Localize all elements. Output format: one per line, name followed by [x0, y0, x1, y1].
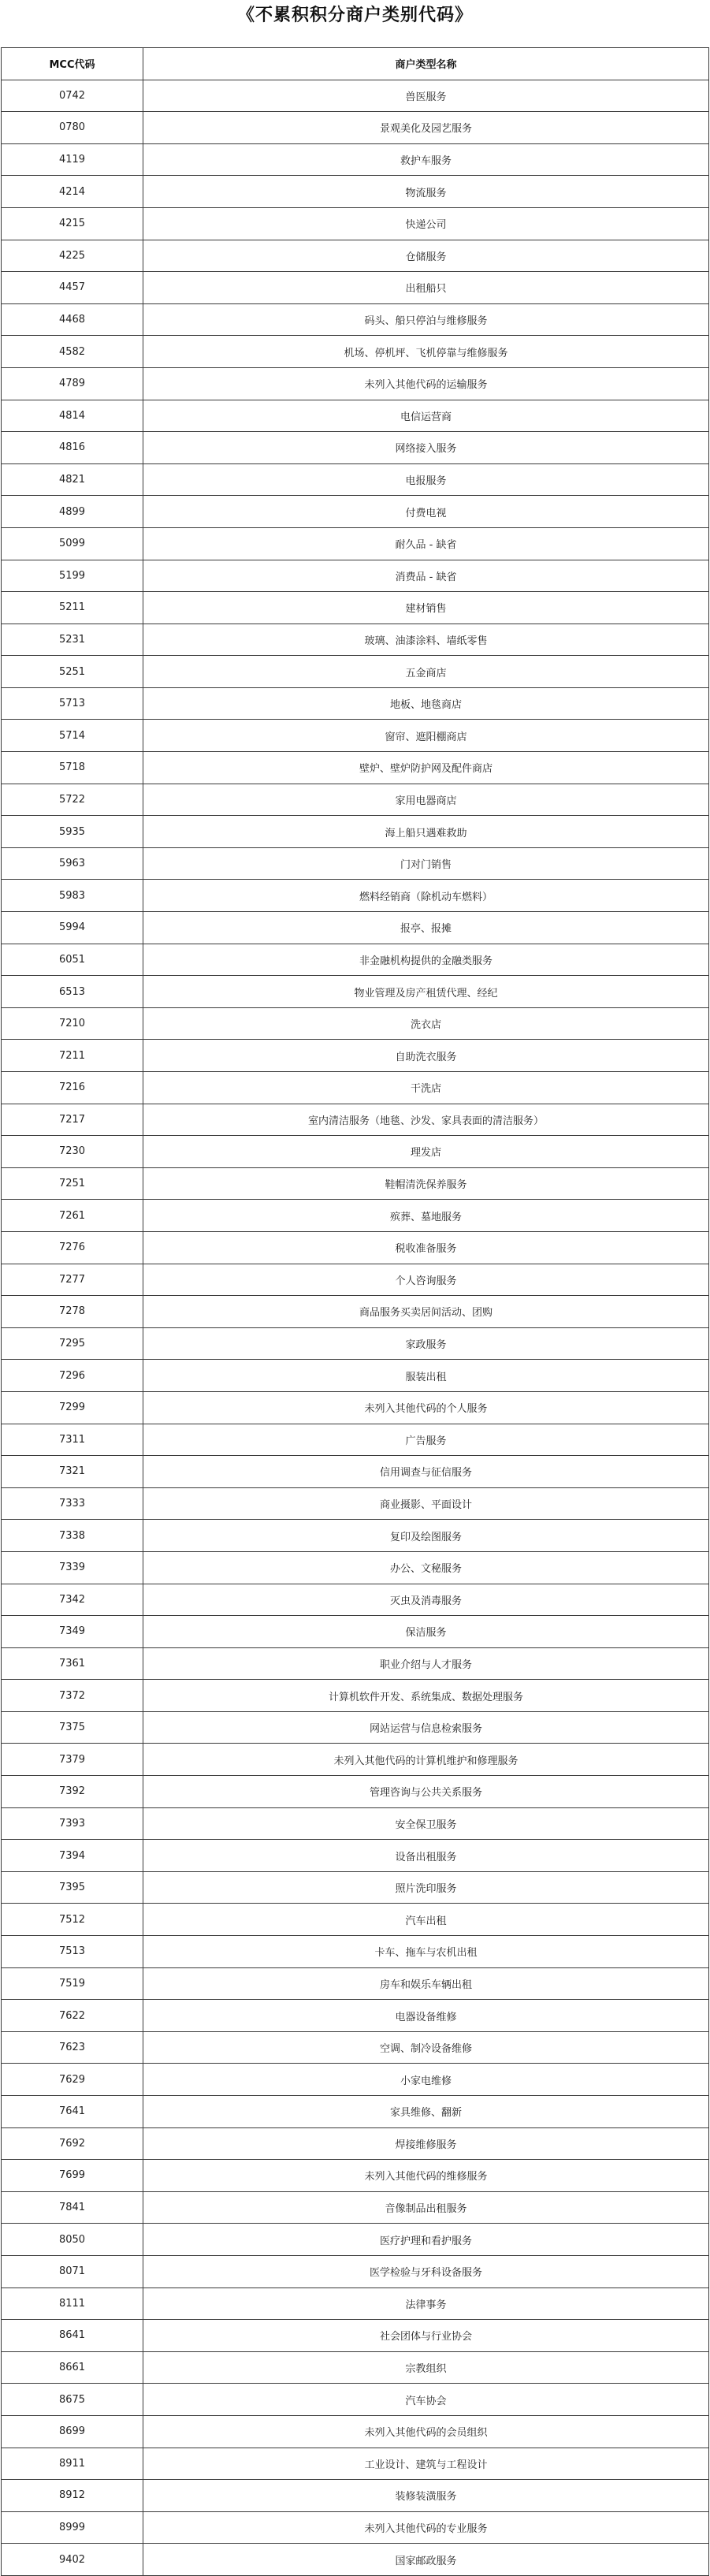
table-row: [2, 2511, 709, 2544]
mcc-code-cell: 7277: [2, 1264, 143, 1296]
merchant-type-cell: 计算机软件开发、系统集成、数据处理服务: [143, 1680, 709, 1712]
mcc-code-cell: 8050: [2, 2224, 143, 2256]
table-row: [2, 1647, 709, 1680]
merchant-type-cell: 仓储服务: [143, 240, 709, 272]
table-row: [2, 176, 709, 208]
table-header-row: [2, 48, 709, 80]
table-row: [2, 112, 709, 144]
merchant-type-cell: 汽车协会: [143, 2384, 709, 2416]
table-row: [2, 847, 709, 880]
mcc-code-cell: 7296: [2, 1360, 143, 1392]
table-row: [2, 1327, 709, 1360]
mcc-code-cell: 9402: [2, 2544, 143, 2576]
mcc-code-cell: 7692: [2, 2127, 143, 2160]
merchant-type-cell: 消费品 - 缺省: [143, 560, 709, 592]
table-row: [2, 1391, 709, 1424]
table-row: [2, 1360, 709, 1392]
mcc-code-cell: 4582: [2, 336, 143, 368]
mcc-code-cell: 7299: [2, 1391, 143, 1424]
merchant-type-cell: 照片洗印服务: [143, 1871, 709, 1904]
merchant-type-cell: 管理咨询与公共关系服务: [143, 1776, 709, 1808]
mcc-code-cell: 5718: [2, 752, 143, 784]
mcc-code-cell: 4816: [2, 432, 143, 464]
table-row: [2, 367, 709, 400]
merchant-type-cell: 燃料经销商（除机动车燃料）: [143, 880, 709, 912]
mcc-code-cell: 4821: [2, 463, 143, 496]
mcc-code-cell: 4789: [2, 367, 143, 400]
mcc-code-cell: 7392: [2, 1776, 143, 1808]
merchant-type-cell: 码头、船只停泊与维修服务: [143, 303, 709, 336]
mcc-code-cell: 4119: [2, 143, 143, 176]
mcc-code-cell: 7339: [2, 1551, 143, 1584]
table-row: [2, 2127, 709, 2160]
mcc-code-cell: 8071: [2, 2255, 143, 2288]
mcc-code-cell: 8699: [2, 2415, 143, 2448]
mcc-code-cell: 4215: [2, 207, 143, 240]
mcc-code-cell: 7321: [2, 1456, 143, 1488]
merchant-type-cell: 保洁服务: [143, 1616, 709, 1648]
mcc-code-cell: 8912: [2, 2480, 143, 2512]
mcc-code-cell: 7394: [2, 1840, 143, 1872]
table-row: [2, 752, 709, 784]
merchant-type-cell: 家政服务: [143, 1327, 709, 1360]
table-row: [2, 2351, 709, 2384]
table-row: [2, 720, 709, 752]
table-row: [2, 1711, 709, 1744]
table-row: [2, 1616, 709, 1648]
merchant-type-cell: 焊接维修服务: [143, 2127, 709, 2160]
mcc-code-cell: 7699: [2, 2160, 143, 2192]
table-row: [2, 784, 709, 816]
merchant-type-cell: 社会团体与行业协会: [143, 2320, 709, 2352]
merchant-type-cell: 玻璃、油漆涂料、墙纸零售: [143, 624, 709, 656]
table-row: [2, 944, 709, 976]
mcc-code-cell: 4814: [2, 400, 143, 432]
table-row: [2, 1904, 709, 1936]
merchant-type-cell: 壁炉、壁炉防护网及配件商店: [143, 752, 709, 784]
mcc-code-cell: 8999: [2, 2511, 143, 2544]
merchant-type-cell: 复印及绘图服务: [143, 1520, 709, 1552]
merchant-type-cell: 医学检验与牙科设备服务: [143, 2255, 709, 2288]
mcc-code-cell: 7372: [2, 1680, 143, 1712]
document-title: 《不累积积分商户类别代码》: [236, 6, 473, 25]
header-mcc-code: MCC代码: [2, 48, 143, 80]
merchant-type-cell: 小家电维修: [143, 2064, 709, 2096]
mcc-code-cell: 5251: [2, 656, 143, 688]
mcc-code-cell: 5713: [2, 687, 143, 720]
merchant-type-cell: 装修装潢服务: [143, 2480, 709, 2512]
mcc-code-cell: 7841: [2, 2191, 143, 2224]
mcc-code-cell: 7379: [2, 1744, 143, 1776]
table-row: [2, 2320, 709, 2352]
mcc-table: [1, 47, 709, 2576]
mcc-code-cell: 8661: [2, 2351, 143, 2384]
merchant-type-cell: 出租船只: [143, 272, 709, 304]
mcc-code-cell: 5199: [2, 560, 143, 592]
merchant-type-cell: 国家邮政服务: [143, 2544, 709, 2576]
mcc-code-cell: 7395: [2, 1871, 143, 1904]
table-row: [2, 1040, 709, 1072]
mcc-code-cell: 7311: [2, 1424, 143, 1456]
mcc-code-cell: 5211: [2, 592, 143, 624]
table-row: [2, 1007, 709, 1040]
merchant-type-cell: 网络接入服务: [143, 432, 709, 464]
merchant-type-cell: 机场、停机坪、飞机停靠与维修服务: [143, 336, 709, 368]
mcc-code-cell: 5935: [2, 816, 143, 848]
mcc-code-cell: 7349: [2, 1616, 143, 1648]
table-row: [2, 2096, 709, 2128]
merchant-type-cell: 五金商店: [143, 656, 709, 688]
merchant-type-cell: 网站运营与信息检索服务: [143, 1711, 709, 1744]
table-row: [2, 1296, 709, 1328]
merchant-type-cell: 报亭、报摊: [143, 912, 709, 944]
table-row: [2, 1840, 709, 1872]
merchant-type-cell: 室内清洁服务（地毯、沙发、家具表面的清洁服务）: [143, 1104, 709, 1136]
merchant-type-cell: 家用电器商店: [143, 784, 709, 816]
table-row: [2, 1072, 709, 1104]
table-row: [2, 1776, 709, 1808]
merchant-type-cell: 电信运营商: [143, 400, 709, 432]
merchant-type-cell: 地板、地毯商店: [143, 687, 709, 720]
merchant-type-cell: 干洗店: [143, 1072, 709, 1104]
mcc-code-cell: 7361: [2, 1647, 143, 1680]
mcc-code-cell: 7333: [2, 1487, 143, 1520]
table-row: [2, 143, 709, 176]
table-row: [2, 592, 709, 624]
mcc-code-cell: 7393: [2, 1807, 143, 1840]
merchant-type-cell: 景观美化及园艺服务: [143, 112, 709, 144]
table-row: [2, 1167, 709, 1200]
table-row: [2, 1871, 709, 1904]
table-row: [2, 880, 709, 912]
table-row: [2, 1456, 709, 1488]
mcc-code-cell: 0780: [2, 112, 143, 144]
merchant-type-cell: 医疗护理和看护服务: [143, 2224, 709, 2256]
mcc-code-cell: 4214: [2, 176, 143, 208]
merchant-type-cell: 安全保卫服务: [143, 1807, 709, 1840]
merchant-type-cell: 税收准备服务: [143, 1231, 709, 1264]
table-row: [2, 1680, 709, 1712]
table-row: [2, 2384, 709, 2416]
merchant-type-cell: 家具维修、翻新: [143, 2096, 709, 2128]
merchant-type-cell: 兽医服务: [143, 80, 709, 112]
merchant-type-cell: 洗衣店: [143, 1007, 709, 1040]
mcc-code-cell: 7295: [2, 1327, 143, 1360]
mcc-code-cell: 7342: [2, 1584, 143, 1616]
merchant-type-cell: 办公、文秘服务: [143, 1551, 709, 1584]
merchant-type-cell: 电器设备维修: [143, 2000, 709, 2032]
table-row: [2, 2255, 709, 2288]
mcc-code-cell: 7512: [2, 1904, 143, 1936]
table-row: [2, 1424, 709, 1456]
merchant-type-cell: 电报服务: [143, 463, 709, 496]
mcc-code-cell: 8675: [2, 2384, 143, 2416]
merchant-type-cell: 未列入其他代码的专业服务: [143, 2511, 709, 2544]
merchant-type-cell: 服装出租: [143, 1360, 709, 1392]
header-merchant-type: 商户类型名称: [143, 48, 709, 80]
mcc-code-cell: 5983: [2, 880, 143, 912]
table-row: [2, 1584, 709, 1616]
table-row: [2, 1136, 709, 1168]
table-row: [2, 1551, 709, 1584]
table-row: [2, 656, 709, 688]
table-row: [2, 2480, 709, 2512]
table-row: [2, 1200, 709, 1232]
merchant-type-cell: 门对门销售: [143, 847, 709, 880]
table-row: [2, 1744, 709, 1776]
mcc-code-cell: 0742: [2, 80, 143, 112]
table-row: [2, 1264, 709, 1296]
merchant-type-cell: 物业管理及房产租赁代理、经纪: [143, 976, 709, 1008]
merchant-type-cell: 灭虫及消毒服务: [143, 1584, 709, 1616]
merchant-type-cell: 广告服务: [143, 1424, 709, 1456]
merchant-type-cell: 工业设计、建筑与工程设计: [143, 2448, 709, 2480]
mcc-code-cell: 7513: [2, 1936, 143, 1968]
merchant-type-cell: 非金融机构提供的金融类服务: [143, 944, 709, 976]
mcc-code-cell: 5722: [2, 784, 143, 816]
table-row: [2, 1231, 709, 1264]
mcc-code-cell: 7261: [2, 1200, 143, 1232]
mcc-code-cell: 8911: [2, 2448, 143, 2480]
merchant-type-cell: 窗帘、遮阳棚商店: [143, 720, 709, 752]
mcc-code-cell: 7519: [2, 1967, 143, 2000]
merchant-type-cell: 商品服务买卖居间活动、团购: [143, 1296, 709, 1328]
table-row: [2, 1520, 709, 1552]
table-row: [2, 1487, 709, 1520]
table-row: [2, 240, 709, 272]
merchant-type-cell: 殡葬、墓地服务: [143, 1200, 709, 1232]
mcc-code-cell: 4457: [2, 272, 143, 304]
table-row: [2, 2160, 709, 2192]
table-body: [2, 80, 709, 2575]
table-row: [2, 687, 709, 720]
mcc-code-cell: 7230: [2, 1136, 143, 1168]
merchant-type-cell: 海上船只遇难救助: [143, 816, 709, 848]
merchant-type-cell: 商业摄影、平面设计: [143, 1487, 709, 1520]
merchant-type-cell: 建材销售: [143, 592, 709, 624]
mcc-code-cell: 7375: [2, 1711, 143, 1744]
mcc-code-cell: 7641: [2, 2096, 143, 2128]
mcc-code-cell: 4468: [2, 303, 143, 336]
table-row: [2, 976, 709, 1008]
table-row: [2, 80, 709, 112]
merchant-type-cell: 付费电视: [143, 496, 709, 528]
mcc-code-cell: 4225: [2, 240, 143, 272]
table-row: [2, 272, 709, 304]
merchant-type-cell: 信用调查与征信服务: [143, 1456, 709, 1488]
mcc-code-cell: 7278: [2, 1296, 143, 1328]
table-row: [2, 527, 709, 560]
mcc-code-cell: 6513: [2, 976, 143, 1008]
merchant-type-cell: 宗教组织: [143, 2351, 709, 2384]
merchant-type-cell: 设备出租服务: [143, 1840, 709, 1872]
mcc-code-cell: 7216: [2, 1072, 143, 1104]
table-row: [2, 2224, 709, 2256]
mcc-code-cell: 6051: [2, 944, 143, 976]
table-row: [2, 1967, 709, 2000]
merchant-type-cell: 卡车、拖车与农机出租: [143, 1936, 709, 1968]
table-row: [2, 207, 709, 240]
merchant-type-cell: 空调、制冷设备维修: [143, 2031, 709, 2064]
merchant-type-cell: 未列入其他代码的个人服务: [143, 1391, 709, 1424]
merchant-type-cell: 理发店: [143, 1136, 709, 1168]
mcc-code-cell: 4899: [2, 496, 143, 528]
merchant-type-cell: 鞋帽清洗保养服务: [143, 1167, 709, 1200]
mcc-code-cell: 7217: [2, 1104, 143, 1136]
table-row: [2, 816, 709, 848]
merchant-type-cell: 法律事务: [143, 2288, 709, 2320]
mcc-code-cell: 7210: [2, 1007, 143, 1040]
merchant-type-cell: 职业介绍与人才服务: [143, 1647, 709, 1680]
mcc-code-cell: 8641: [2, 2320, 143, 2352]
merchant-type-cell: 音像制品出租服务: [143, 2191, 709, 2224]
table-row: [2, 624, 709, 656]
table-row: [2, 432, 709, 464]
mcc-code-cell: 5231: [2, 624, 143, 656]
merchant-type-cell: 未列入其他代码的运输服务: [143, 367, 709, 400]
mcc-code-cell: 7276: [2, 1231, 143, 1264]
mcc-code-cell: 8111: [2, 2288, 143, 2320]
table-row: [2, 336, 709, 368]
mcc-code-cell: 5099: [2, 527, 143, 560]
mcc-code-cell: 7211: [2, 1040, 143, 1072]
mcc-code-cell: 5714: [2, 720, 143, 752]
table-row: [2, 2064, 709, 2096]
table-row: [2, 1807, 709, 1840]
table-row: [2, 2288, 709, 2320]
mcc-code-cell: 5963: [2, 847, 143, 880]
table-row: [2, 496, 709, 528]
merchant-type-cell: 物流服务: [143, 176, 709, 208]
table-row: [2, 1936, 709, 1968]
table-row: [2, 463, 709, 496]
merchant-type-cell: 汽车出租: [143, 1904, 709, 1936]
table-row: [2, 2448, 709, 2480]
merchant-type-cell: 未列入其他代码的维修服务: [143, 2160, 709, 2192]
mcc-code-cell: 7629: [2, 2064, 143, 2096]
table-row: [2, 2031, 709, 2064]
table-row: [2, 2544, 709, 2576]
table-row: [2, 2415, 709, 2448]
table-row: [2, 400, 709, 432]
merchant-type-cell: 未列入其他代码的会员组织: [143, 2415, 709, 2448]
table-row: [2, 2191, 709, 2224]
table-row: [2, 912, 709, 944]
mcc-code-cell: 7251: [2, 1167, 143, 1200]
table-row: [2, 560, 709, 592]
table-row: [2, 2000, 709, 2032]
merchant-type-cell: 房车和娱乐车辆出租: [143, 1967, 709, 2000]
mcc-code-cell: 7623: [2, 2031, 143, 2064]
merchant-type-cell: 自助洗衣服务: [143, 1040, 709, 1072]
merchant-type-cell: 个人咨询服务: [143, 1264, 709, 1296]
mcc-code-cell: 7622: [2, 2000, 143, 2032]
mcc-code-cell: 5994: [2, 912, 143, 944]
mcc-code-cell: 7338: [2, 1520, 143, 1552]
merchant-type-cell: 快递公司: [143, 207, 709, 240]
merchant-type-cell: 耐久品 - 缺省: [143, 527, 709, 560]
merchant-type-cell: 未列入其他代码的计算机维护和修理服务: [143, 1744, 709, 1776]
table-row: [2, 1104, 709, 1136]
table-row: [2, 303, 709, 336]
merchant-type-cell: 救护车服务: [143, 143, 709, 176]
